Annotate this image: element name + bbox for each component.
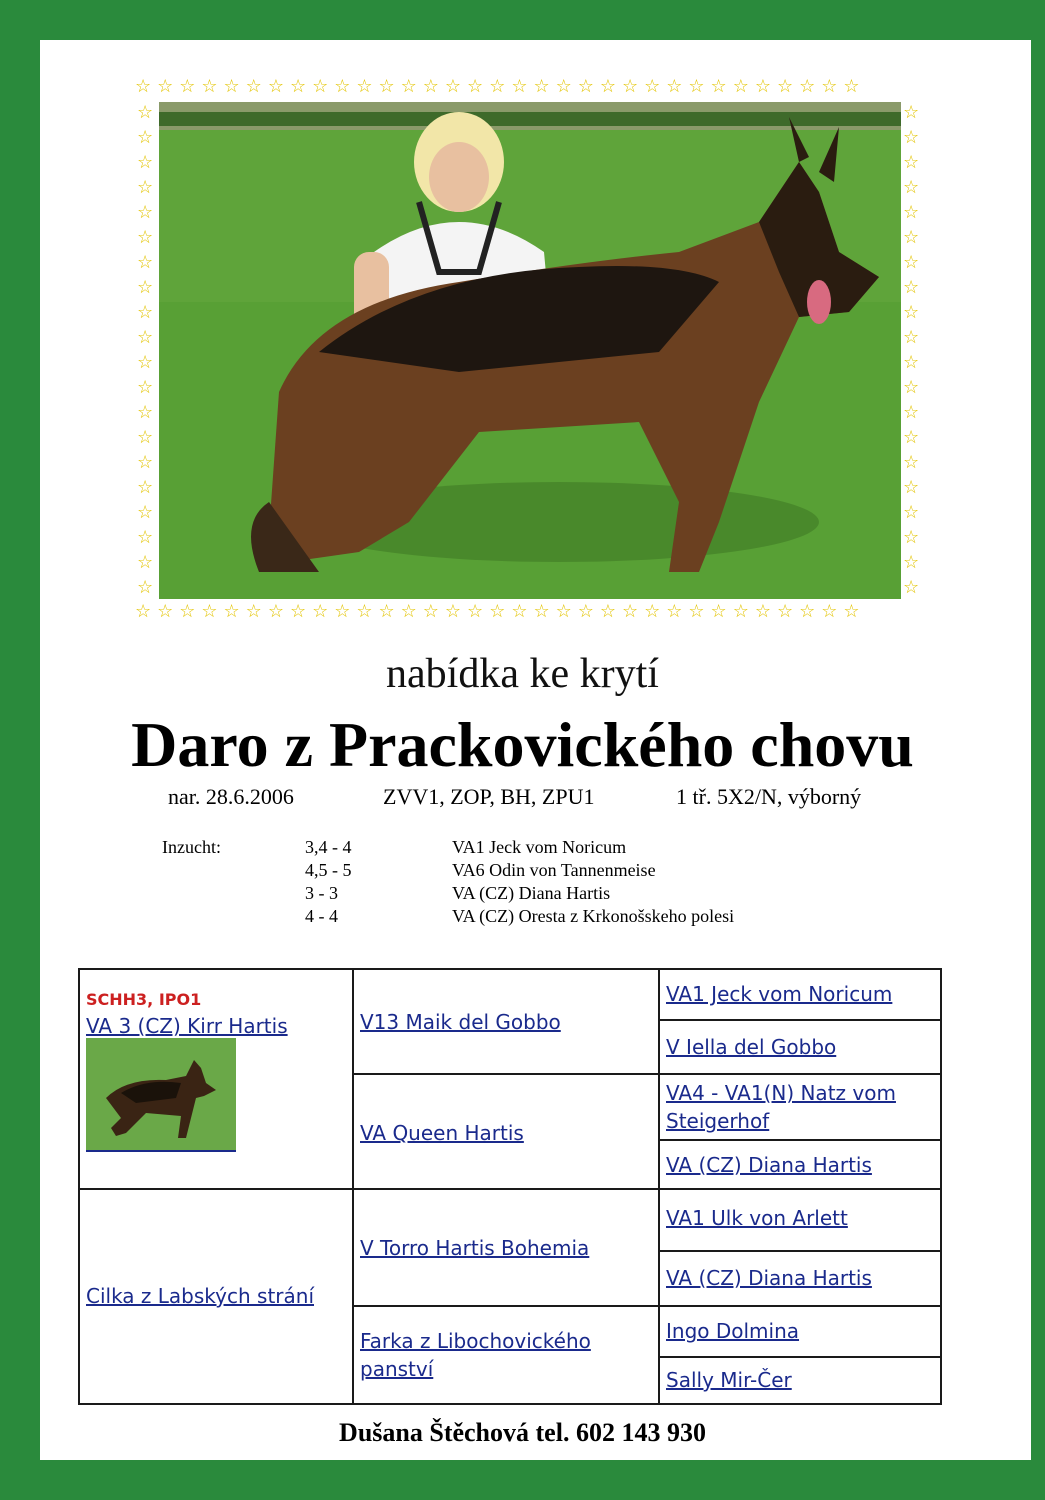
grandparent-link[interactable]: Farka z Libochovického panství <box>360 1329 591 1381</box>
great-grandparent-link[interactable]: VA4 - VA1(N) Natz vom Steigerhof <box>666 1081 896 1133</box>
great-grandparent-link[interactable]: VA (CZ) Diana Hartis <box>666 1153 872 1177</box>
pedigree-great-grandparent-cell <box>660 1073 940 1139</box>
pedigree-grandparent-cell <box>354 1073 658 1188</box>
inbreeding-ratios <box>305 836 352 928</box>
star-icon: ☆ ☆ ☆ ☆ ☆ ☆ ☆ ☆ ☆ ☆ ☆ ☆ ☆ ☆ ☆ ☆ ☆ ☆ ☆ ☆ <box>137 102 154 598</box>
inbreeding-ancestor: VA (CZ) Oresta z Krkonošskeho polesi <box>452 906 735 926</box>
pedigree-great-grandparent-cell <box>660 1139 940 1188</box>
pedigree-grandparent-cell <box>354 970 658 1073</box>
inbreeding-ratio: 4,5 - 5 <box>305 860 352 880</box>
rating: 1 tř. 5X2/N, výborný <box>676 784 862 809</box>
photo-frame <box>135 78 925 623</box>
pedigree-great-grandparents-column <box>660 970 940 1403</box>
great-grandparent-link[interactable]: V Iella del Gobbo <box>666 1035 837 1059</box>
inbreeding-ancestor: VA (CZ) Diana Hartis <box>452 883 611 903</box>
dog-photo <box>159 102 901 599</box>
sire-thumbnail-illustration <box>86 1038 236 1150</box>
green-border-bottom <box>0 1460 1045 1500</box>
dog-name-title: Daro z Prackovického chovu <box>131 709 914 780</box>
great-grandparent-link[interactable]: Sally Mir-Čer <box>666 1368 792 1392</box>
grandparent-link[interactable]: V Torro Hartis Bohemia <box>360 1236 590 1260</box>
sire-link[interactable]: VA 3 (CZ) Kirr Hartis <box>86 1014 288 1038</box>
birth-date: nar. 28.6.2006 <box>168 784 294 809</box>
sire-titles: SCHH3, IPO1 <box>86 990 202 1009</box>
great-grandparent-link[interactable]: VA1 Jeck vom Noricum <box>666 982 893 1006</box>
pedigree-grandparent-cell <box>354 1188 658 1305</box>
inbreeding-ratio: 4 - 4 <box>305 906 338 926</box>
grandparent-link[interactable]: V13 Maik del Gobbo <box>360 1010 561 1034</box>
great-grandparent-link[interactable]: VA1 Ulk von Arlett <box>666 1206 848 1230</box>
pedigree-dam-cell <box>80 1188 352 1403</box>
inbreeding-names <box>452 836 734 928</box>
dam-link[interactable]: Cilka z Labských strání <box>86 1284 314 1308</box>
contact-line: Dušana Štěchová tel. 602 143 930 <box>339 1418 706 1447</box>
pedigree-great-grandparent-cell <box>660 1356 940 1403</box>
pedigree-parents-column <box>80 970 354 1403</box>
grandparent-link[interactable]: VA Queen Hartis <box>360 1121 524 1145</box>
star-icon: ☆ ☆ ☆ ☆ ☆ ☆ ☆ ☆ ☆ ☆ ☆ ☆ ☆ ☆ ☆ ☆ ☆ ☆ ☆ ☆ <box>903 102 920 598</box>
pedigree-table <box>78 968 942 1405</box>
pedigree-great-grandparent-cell <box>660 1019 940 1073</box>
great-grandparent-link[interactable]: VA (CZ) Diana Hartis <box>666 1266 872 1290</box>
pedigree-great-grandparent-cell <box>660 1188 940 1250</box>
pedigree-great-grandparent-cell <box>660 1305 940 1356</box>
inbreeding-label: Inzucht: <box>162 837 221 857</box>
inbreeding-ratio: 3 - 3 <box>305 883 338 903</box>
inbreeding-ratio: 3,4 - 4 <box>305 837 352 857</box>
pedigree-grandparents-column <box>354 970 660 1403</box>
pedigree-sire-cell <box>80 970 352 1188</box>
pedigree-great-grandparent-cell <box>660 970 940 1019</box>
inbreeding-ancestor: VA6 Odin von Tannenmeise <box>452 860 656 880</box>
star-icon: ☆☆☆☆☆☆☆☆☆☆☆☆☆☆☆☆☆☆☆☆☆☆☆☆☆☆☆☆☆☆☆☆☆ <box>135 78 866 97</box>
pedigree-great-grandparent-cell <box>660 1250 940 1305</box>
green-border-top <box>0 0 1045 40</box>
great-grandparent-link[interactable]: Ingo Dolmina <box>666 1319 800 1343</box>
poster-subtitle: nabídka ke krytí <box>386 651 659 697</box>
dog-photo-illustration <box>159 102 901 599</box>
star-icon: ☆☆☆☆☆☆☆☆☆☆☆☆☆☆☆☆☆☆☆☆☆☆☆☆☆☆☆☆☆☆☆☆☆ <box>135 603 866 622</box>
inbreeding-ancestor: VA1 Jeck vom Noricum <box>452 837 627 857</box>
exams: ZVV1, ZOP, BH, ZPU1 <box>383 784 595 809</box>
sire-thumbnail[interactable] <box>86 1038 236 1152</box>
pedigree-grandparent-cell <box>354 1305 658 1403</box>
